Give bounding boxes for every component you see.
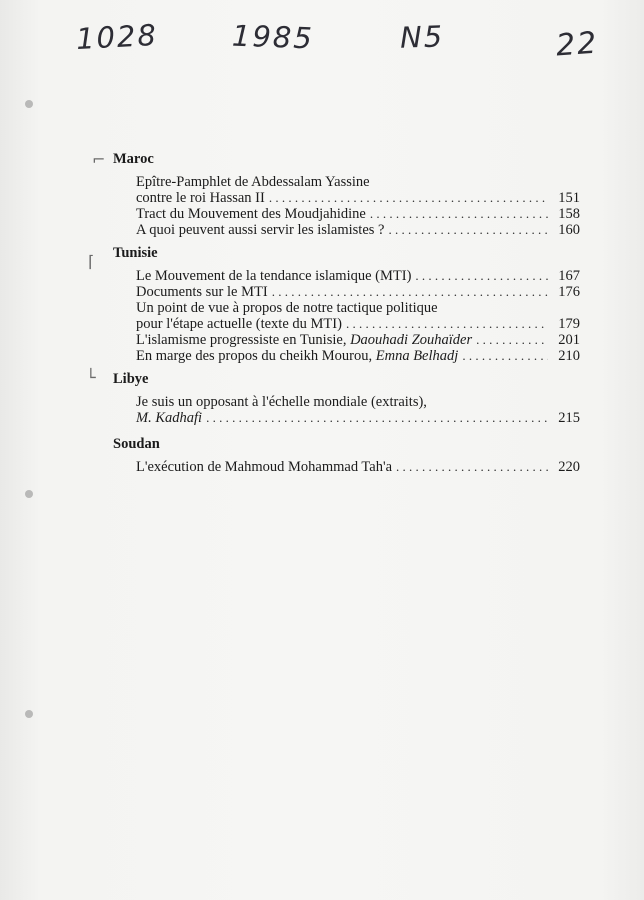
dot-leader [396,459,548,475]
section-title-tunisie: Tunisie [113,245,158,261]
page-number: 158 [558,206,580,222]
binding-hole-mark [25,100,33,108]
toc-entry [136,459,580,475]
pencil-tick-mark: └ [86,368,96,387]
dot-leader [370,206,548,222]
toc-entry [136,222,580,238]
page-number: 210 [558,348,580,364]
entry-text: Je suis un opposant à l'échelle mondiale (extraits), [136,394,427,410]
entry-text: L'exécution de Mahmoud Mohammad Tah'a [136,459,393,475]
entry-author: M. Kadhafi [136,410,203,426]
toc-entry [136,268,580,284]
entry-text [136,410,202,426]
entry-text: Tract du Mouvement des Moudjahidine [136,206,366,222]
page-number: 215 [558,410,580,426]
entry-text: contre le roi Hassan II [136,190,265,206]
toc-entry [136,284,580,300]
handwritten-page-number: 22 [554,25,600,64]
entry-text: A quoi peuvent aussi servir les islamistes ? [136,222,385,238]
page-number: 176 [558,284,580,300]
page-number: 151 [558,190,580,206]
page-number: 160 [558,222,580,238]
toc-entry [136,332,580,348]
dot-leader [269,190,548,206]
handwritten-reference: 1028 [75,17,159,57]
pencil-tick-mark: ⌈ [88,252,95,271]
section-title-maroc: Maroc [113,151,154,167]
toc-entry [136,174,580,206]
dot-leader [346,316,548,332]
dot-leader [462,348,548,364]
dot-leader [388,222,548,238]
dot-leader [206,410,548,426]
entry-text: Un point de vue à propos de notre tactique politique [136,300,438,316]
page-number: 201 [558,332,580,348]
entry-text: En marge des propos du cheikh Mourou, Emna Belhadj [136,348,459,364]
pencil-tick-mark: ⌐ [92,150,106,169]
toc-entry [136,206,580,222]
toc-entry [136,394,580,426]
dot-leader [415,268,548,284]
binding-hole-mark [25,710,33,718]
handwritten-year: 1985 [231,18,315,56]
entry-text: Le Mouvement de la tendance islamique (MTI) [136,268,412,284]
handwritten-issue: N5 [399,19,445,55]
section-title-libye: Libye [113,371,149,387]
entry-text: Epître-Pamphlet de Abdessalam Yassine [136,174,370,190]
toc-entry [136,348,580,364]
page-number: 220 [558,459,580,475]
dot-leader [272,284,548,300]
entry-text: pour l'étape actuelle (texte du MTI) [136,316,342,332]
page-number: 179 [558,316,580,332]
dot-leader [476,332,548,348]
entry-text: L'islamisme progressiste en Tunisie, Daouhadi Zouhaïder [136,332,473,348]
section-title-soudan: Soudan [113,436,160,452]
toc-entry [136,300,580,332]
binding-hole-mark [25,490,33,498]
entry-author: Daouhadi Zouhaïder [350,332,473,348]
page-number: 167 [558,268,580,284]
entry-text: Documents sur le MTI [136,284,268,300]
entry-author: Emna Belhadj [375,348,459,364]
